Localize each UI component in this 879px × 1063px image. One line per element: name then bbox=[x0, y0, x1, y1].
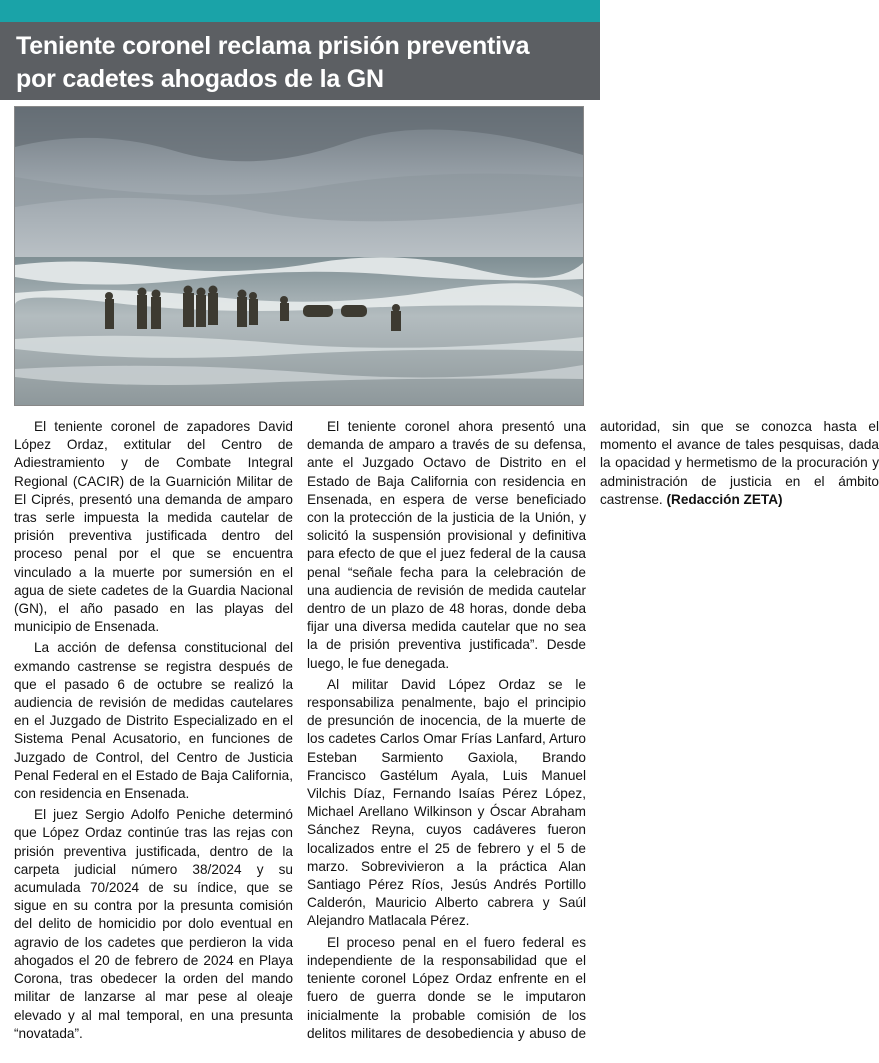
headline-line-2: por cadetes ahogados de la GN bbox=[16, 65, 384, 93]
article-paragraph: El teniente coronel ahora presentó una demanda de amparo a través de su defensa, ante el Juzgado Octavo de Distrito en el Estado de Baja California con residencia en Ensenada, en espera de verse beneficiado con la protección de la justicia de la Unión, y solicitó la suspensión provisional y definitiva para efecto de que el juez federal de la causa penal “señale fecha para la celebración de una audiencia de revisión de medida cautelar dentro de un plazo de 48 horas, donde deba fijar una diversa medida cautelar que no sea la de prisión preventiva justificada”. Desde luego, le fue denegada. bbox=[307, 419, 586, 671]
article-paragraph: El teniente coronel de zapadores David López Ordaz, extitular del Centro de Adiestramiento y de Combate Integral Regional (CACIR) de la Guarnición Militar de El Ciprés, presentó una demanda de amparo tras serle impuesta la medida cautelar de prisión preventiva justificada dentro del proceso penal por el que se encuentra vinculado a la muerte por sumersión en el agua de siete cadetes de la Guardia Nacional (GN), el año pasado en las playas del municipio de Ensenada. bbox=[14, 419, 293, 635]
article-paragraph: El juez Sergio Adolfo Peniche determinó que López Ordaz continúe tras las rejas con prisión preventiva justificada, dentro de la carpeta judicial número 38/2024 y su acumulada 70/2024 de su índice, que se sigue en su contra por la presunta comisión del delito de homicidio por dolo eventual en agravio de los cadetes que perdieron la vida ahogados el 20 de febrero de 2024 en Playa Corona, tras obedecer la orden del mando militar de lanzarse al mar pese al oleaje elevado y al mal temporal, en una presunta “novatada”. bbox=[14, 807, 293, 1041]
article-body bbox=[14, 418, 879, 1060]
beach-photo bbox=[14, 106, 584, 406]
article-paragraph: La acción de defensa constitucional del exmando castrense se registra después de que el pasado 6 de octubre se realizó la audiencia de revisión de medidas cautelares en el Juzgado de Distrito Especializado en el Sistema Penal Acusatorio, en funciones de Juzgado de Control, del Centro de Justicia Penal Federal en el Estado de Baja California, con residencia en Ensenada. bbox=[14, 640, 293, 802]
accent-band bbox=[0, 0, 600, 22]
article-paragraph: Al militar David López Ordaz se le responsabiliza penalmente, bajo el principio de presunción de inocencia, de la muerte de los cadetes Carlos Omar Frías Lanfard, Arturo Esteban Sarmiento Gaxiola, Brando Francisco Gastélum Ayala, Luis Manuel Vilchis Díaz, Fernando Isaías Pérez López, Michael Arellano Wilkinson y Óscar Abraham Sánchez Reyna, cuyos cadáveres fueron localizados entre el 25 de febrero y el 5 de marzo. Sobrevivieron a la práctica Alan Santiago Pérez Ríos, Jesús Andrés Portillo Calderón, Mauricio Alberto cabrera y Saúl Alejandro Matlacala Pérez. bbox=[307, 676, 586, 929]
headline bbox=[0, 22, 600, 96]
article-paragraph-text: El proceso penal en el fuero federal es independiente de la responsabilidad que el teniente coronel López Ordaz enfrente en el fuero de guerra donde se le imputaron inicialmente la probable comisión de los delitos militares de desobediencia y abuso de autoridad, sin que se conozca hasta el momento el avance de tales pesquisas, dada la opacidad y hermetismo de la procuración y administración de justicia en el ámbito castrense. bbox=[307, 419, 879, 1041]
headline-line-1: Teniente coronel reclama prisión preventiva bbox=[16, 32, 530, 60]
beach-photo-icon bbox=[15, 107, 583, 405]
headline-box bbox=[0, 22, 600, 100]
article-credit: (Redacción ZETA) bbox=[666, 491, 783, 507]
